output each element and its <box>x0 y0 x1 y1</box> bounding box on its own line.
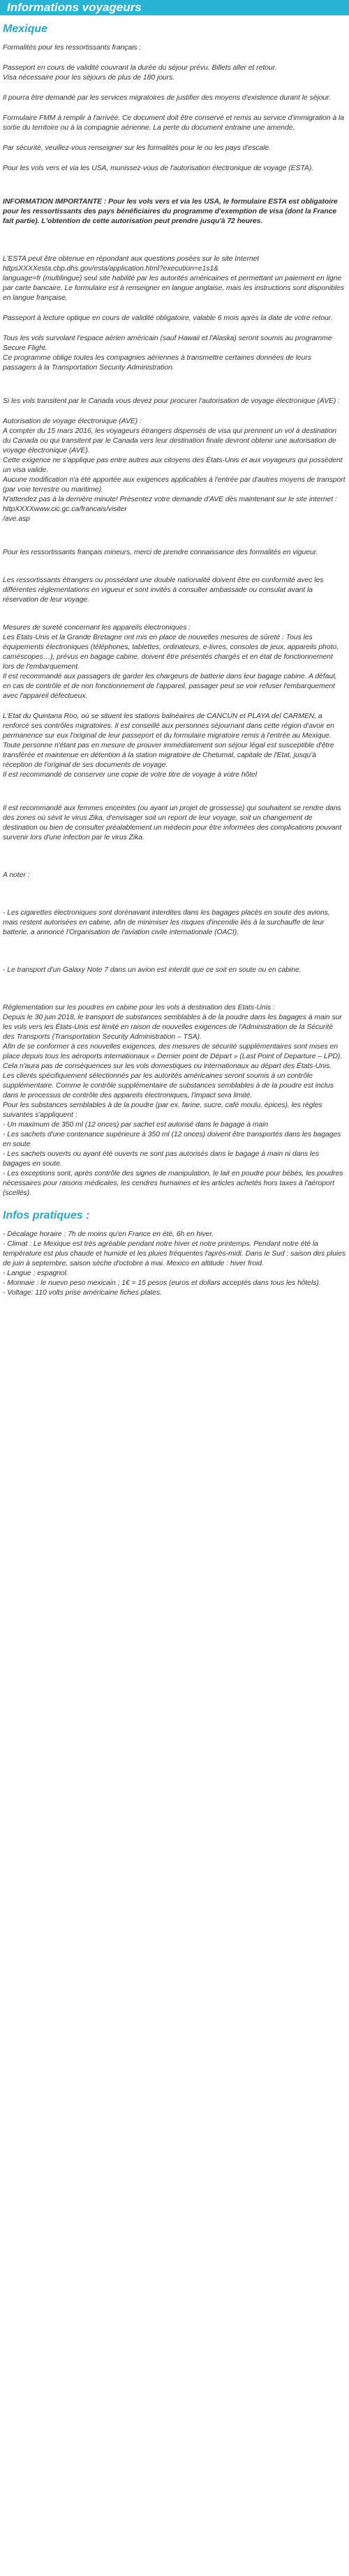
paragraph-infos-pratiques: - Décalage horaire : 7h de moins qu'en France en été, 6h en hiver. - Climat : Le Mexique est très agréable pendant notre hiver et notre printemps. Pendant notre été la température est plus chaude et humide et les pluies fréquentes l'après-midi. Dans le Sud : saison des pluies de juin à septembre, saison sèche d'octobre à mai. Mexico en altitude : hiver froid. - Langue : espagnol. - Monnaie : le nuevo peso mexicain ; 1€ = 15 pesos (euros et dollars acceptés dans tous les hôtels). - Voltage: 110 volts prise américaine fiches plates. <box>3 1230 346 1297</box>
paragraph-zika: Il est recommandé aux femmes enceintes (ou ayant un projet de grossesse) qui souhaitent se rendre dans des zones où sévit le virus Zika, d'envisager soit un report de leur voyage, soit un changement de destination ou bien de consulter préalablement un médecin pour être informées des complications pouvant survenir lors d'une infection par le virus Zika. <box>3 805 342 841</box>
paragraph-escale: Par sécurité, veuillez-vous renseigner sur les formalités pour le ou les pays d'escale. <box>3 144 272 152</box>
paragraph-formulaire-fmm: Formulaire FMM à remplir à l'arrivée. Ce document doit être conservé et remis au service d'immigration à la sortie du territoire ou à la compagnie aérienne. La perte du document entraine une amende. <box>3 114 344 132</box>
banner-title: Informations voyageurs <box>0 0 349 15</box>
paragraph-passeport: Passeport en cours de validité couvrant la durée du séjour prévu. Billets aller et retour. Visa nécessaire pour les séjours de plus de 180 jours. <box>3 64 277 82</box>
paragraph-quintana-roo: L'Etat du Quintana Roo, où se situent les stations balnéaires de CANCUN et PLAYA del CARMEN, a renforcé ses contrôles migratoires. Il est conseillé aux personnes séjournant dans cette région d'avoir en permanence sur eux l'original de leur passeport et du formulaire migratoire remis à l'entrée au Mexique. Toute personne n'étant pas en mesure de prouver immédiatement son séjour légal est susceptible d'être transférée et maintenue en détention à la station migratoire de Chetumal, capitale de l'Etat, jusqu'à réception de l'original de ses documents de voyage. Il est recommandé de conserver une copie de votre titre de voyage à votre hôtel <box>3 712 334 779</box>
paragraph-esta-obtention: L'ESTA peut être obtenue en répondant aux questions posées sur le site Internet httpsXXXXesta.cbp.dhs.gov/esta/application.html?execution=e1s1& language=fr (multilingue) seul site habilité par les autorités américaines et permettant un paiement en ligne par carte bancaire. Le formulaire est à renseigner en langue anglaise, mais les instructions sont disponibles en langue française. <box>3 255 344 302</box>
paragraph-canada: Si les vols transitent par le Canada vous devez pour procurer l'autorisation de voyage électronique (AVE) : <box>3 397 340 405</box>
paragraph-cigarettes: - Les cigarettes électroniques sont dorénavant interdites dans les bagages placés en soute des avions, mais restent autorisées en cabine, afin de minimiser les risques d'incendie liés à la surchauffe de leur batterie, a annoncé l'Organisation de l'aviation civile internationale (OACI). <box>3 909 330 936</box>
paragraph-formalites: Formalités pour les ressortissants français : <box>3 44 142 52</box>
section-heading-infos-pratiques: Infos pratiques : <box>3 1210 90 1221</box>
main-content <box>0 15 349 1314</box>
paragraph-passeport-lecture-optique: Passeport à lecture optique en cours de validité obligatoire, valable 6 mois après la date de votre retour. <box>3 314 333 322</box>
paragraph-moyens-existence: Il pourra être demandé par les services migratoires de justifier des moyens d'existence durant le séjour. <box>3 94 331 102</box>
paragraph-a-noter: A noter : <box>3 871 30 879</box>
section-heading-mexique: Mexique <box>3 23 48 35</box>
paragraph-galaxy-note: - Le transport d'un Galaxy Note 7 dans un avion est interdit que ce soit en soute ou en cabine. <box>3 966 302 974</box>
paragraph-poudres: Réglementation sur les poudres en cabine pour les vols à destination des Etats-Unis : Depuis le 30 juin 2018, le transport de substances semblables à de la poudre dans les bagages à main sur les vols vers les États-Unis est limité en raison de nouvelles exigences de l'Administration de la Sécurité des Transports (Transportation Security Administration – TSA). Afin de se conformer à ces nouvelles exigences, des mesures de sécurité supplémentaires sont mises en place depuis tous les aéroports internationaux « Dernier point de Départ » (Last Point of Departure – LPD). Cela n'aura pas de conséquences sur les vols domestiques ou internationaux au départ des États-Unis. Les clients spécifiquement sélectionnés par les autorités américaines seront soumis à un contrôle supplémentaire. Comme le contrôle supplémentaire de substances semblables à de la poudre est inclus dans le processus de contrôle des appareils électroniques, l'impact sera limité. Pour les substances semblables à de la poudre (par ex. farine, sucre, café moulu, épices), les règles suivantes s'appliquent : - Un maximum de 350 ml (12 onces) par sachet est autorisé dans le bagage à main - Les sachets d'une contenance supérieure à 350 ml (12 onces) doivent être transportés dans les bagages en soute - Les sachets ouverts ou ayant été ouverts ne sont pas autorisés dans le bagage à main ni dans les bagages en soute. - Les exceptions sont, après contrôle des signes de manipulation, le lait en poudre pour bébés, les poudres nécessaires pour raisons médicales, les cendres humaines et les articles achetés hors taxes à l'aéroport (scellés). <box>3 1004 343 1197</box>
paragraph-esta: Pour les vols vers et via les USA, munissez-vous de l'autorisation électronique de voyage (ESTA). <box>3 165 314 172</box>
paragraph-information-importante: INFORMATION IMPORTANTE : Pour les vols vers et via les USA, le formulaire ESTA est obligatoire pour les ressortissants des pays bénéficiaires du programme d'exemption de visa (dont la France fait partie). L'obtention de cette autorisation peut prendre jusqu'à 72 heures. <box>3 198 338 225</box>
paragraph-ressortissants-etrangers: Les ressortissants étrangers ou possédant une double nationalité doivent être en conformité avec les différentes réglementations en vigueur et sont invités à consulter ambassade ou consulat avant la réservation de leur voyage. <box>3 577 324 604</box>
paragraph-appareils-electroniques: Mesures de sureté concernant les appareils électroniques : Les Etats-Unis et la Grande Bretagne ont mis en place de nouvelles mesures de sûreté : Tous les équipements électroniques (téléphones, tablettes, ordinateurs, e-livres, consoles de jeux, appareils photo, caméscopes…), prévus en bagage cabine, doivent être présentés chargés et en état de fonctionnement lors de l'embarquement. Il est recommandé aux passagers de garder les chargeurs de batterie dans leur bagage cabine. A défaut, en cas de contrôle et de non fonctionnement de l'appareil, passager peut se voir refuser l'embarquement avec l'appareil défectueux. <box>3 624 339 700</box>
paragraph-ave: Autorisation de voyage électronique (AVE) : A compter du 15 mars 2016, les voyageurs étrangers dispensés de visa qui prennent un vol à destination du Canada ou qui transitent par le Canada vers leur destination finale devront obtenir une autorisation de voyage électronique (AVE). Cette exigence ne s'applique pas entre autres aux citoyens des États-Unis et aux voyageurs qui possèdent un visa valide. Aucune modification n'a été apportée aux exigences applicables à l'entrée par d'autres moyens de transport (par voie terrestre ou maritime). N'attendez pas à la dernière minute! Présentez votre demande d'AVE dès maintenant sur le site internet : httpXXXXwww.cic.gc.ca/francais/visiter /ave.asp <box>3 418 346 523</box>
paragraph-secure-flight: Tous les vols survolant l'espace aérien américain (sauf Hawaii et l'Alaska) seront soumis au programme Secure Flight. Ce programme oblige toutes les compagnies aériennes à transmettre certaines données de leurs passagers à la Transportation Security Administration. <box>3 335 332 372</box>
paragraph-mineurs: Pour les ressortissants français mineurs, merci de prendre connaissance des formalités en vigueur. <box>3 549 318 556</box>
